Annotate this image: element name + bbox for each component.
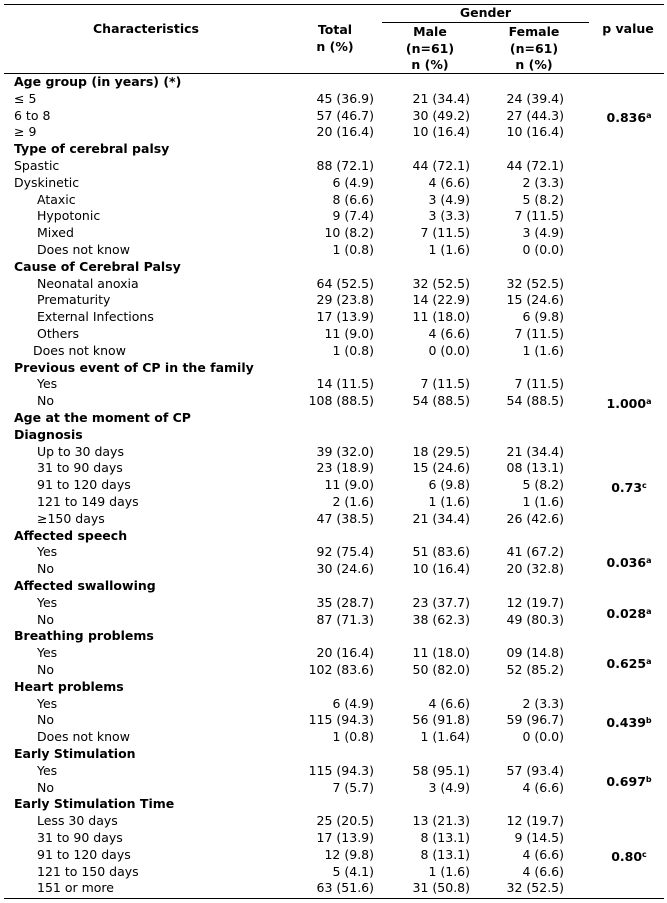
row-label: Does not know xyxy=(33,342,126,358)
male-cell: 10 (16.4) xyxy=(412,124,470,140)
male-cell: 8 (13.1) xyxy=(420,830,470,845)
female-cell: 7 (11.5) xyxy=(514,326,564,341)
female-cell: 10 (16.4) xyxy=(506,124,564,140)
table-row xyxy=(0,343,667,360)
female-cell: 41 (67.2) xyxy=(506,544,564,560)
pvalue-cell xyxy=(598,478,660,496)
female-cell: 57 (93.4) xyxy=(506,762,564,778)
female-cell: 09 (14.8) xyxy=(506,645,564,661)
male-cell: 4 (6.6) xyxy=(428,326,470,341)
male-cell: 3 (4.9) xyxy=(428,779,470,795)
female-cell: 1 (1.6) xyxy=(522,494,564,509)
total-cell: 2 (1.6) xyxy=(332,494,374,509)
male-cell: 8 (13.1) xyxy=(420,846,470,862)
row-label: No xyxy=(37,611,54,627)
row-label: Breathing problems xyxy=(14,628,154,644)
total-cell: 57 (46.7) xyxy=(316,107,374,123)
table-row xyxy=(0,494,667,511)
female-cell: 9 (14.5) xyxy=(514,830,564,845)
table-row xyxy=(0,208,667,225)
pvalue-number: 0.80 xyxy=(611,849,643,865)
total-cell: 92 (75.4) xyxy=(316,544,374,560)
header-total xyxy=(300,22,370,55)
table-row xyxy=(0,696,667,713)
female-cell: 15 (24.6) xyxy=(506,292,564,308)
row-label: Hypotonic xyxy=(37,208,101,224)
pvalue-cell xyxy=(598,108,660,126)
table-row xyxy=(0,158,667,175)
total-cell: 11 (9.0) xyxy=(324,477,374,493)
table-row xyxy=(0,460,667,477)
female-cell: 44 (72.1) xyxy=(506,158,564,173)
total-cell: 35 (28.7) xyxy=(316,594,374,610)
row-label: Heart problems xyxy=(14,678,124,694)
total-cell: 29 (23.8) xyxy=(316,292,374,308)
pvalue-number: 1.000 xyxy=(606,395,647,411)
row-label: ≥ 9 xyxy=(14,124,37,140)
row-label: No xyxy=(37,393,54,409)
female-cell: 59 (96.7) xyxy=(506,712,564,728)
table-row xyxy=(0,511,667,528)
row-label: Cause of Cerebral Palsy xyxy=(14,258,181,274)
table-row xyxy=(0,175,667,192)
total-cell: 6 (4.9) xyxy=(332,174,374,190)
male-cell: 6 (9.8) xyxy=(428,477,470,493)
male-cell: 50 (82.0) xyxy=(412,662,470,677)
total-cell: 6 (4.9) xyxy=(332,695,374,711)
row-label: Diagnosis xyxy=(14,426,83,442)
row-label: Yes xyxy=(37,544,58,560)
total-cell: 20 (16.4) xyxy=(316,645,374,661)
pvalue-number: 0.028 xyxy=(606,605,647,621)
total-cell: 10 (8.2) xyxy=(324,225,374,241)
male-cell: 44 (72.1) xyxy=(412,158,470,173)
header-female-line1: Female xyxy=(508,24,560,39)
female-cell: 6 (9.8) xyxy=(522,309,564,325)
total-cell: 115 (94.3) xyxy=(308,762,374,778)
row-label: Yes xyxy=(37,695,58,711)
section-header-row xyxy=(0,628,667,645)
table-row xyxy=(0,276,667,293)
header-male-line2: (n=61) xyxy=(405,40,455,56)
total-cell: 14 (11.5) xyxy=(316,376,374,392)
header-total-line2: n (%) xyxy=(316,38,354,54)
male-cell: 38 (62.3) xyxy=(412,611,470,627)
row-label: 6 to 8 xyxy=(14,107,51,123)
total-cell: 8 (6.6) xyxy=(332,191,374,207)
male-cell: 51 (83.6) xyxy=(412,544,470,560)
male-cell: 1 (1.64) xyxy=(420,729,470,745)
pvalue-cell xyxy=(598,654,660,672)
female-cell: 24 (39.4) xyxy=(506,90,564,106)
pvalue-number: 0.697 xyxy=(606,773,646,789)
row-label: Less 30 days xyxy=(37,813,118,829)
pvalue-number: 0.439 xyxy=(606,714,646,730)
row-label: No xyxy=(37,662,54,677)
pvalue-number: 0.625 xyxy=(606,656,647,672)
row-label: 121 to 149 days xyxy=(37,494,139,509)
pvalue-number: 0.836 xyxy=(606,110,647,126)
male-cell: 15 (24.6) xyxy=(412,460,470,476)
total-cell: 64 (52.5) xyxy=(316,275,374,291)
total-cell: 7 (5.7) xyxy=(332,779,374,795)
table-row xyxy=(0,376,667,393)
row-label: Up to 30 days xyxy=(37,443,124,459)
table-row xyxy=(0,595,667,612)
table-row xyxy=(0,763,667,780)
male-cell: 30 (49.2) xyxy=(412,107,470,123)
female-cell: 7 (11.5) xyxy=(514,208,564,224)
row-label: Previous event of CP in the family xyxy=(14,359,254,375)
total-cell: 102 (83.6) xyxy=(308,662,374,677)
total-cell: 1 (0.8) xyxy=(332,242,374,257)
table-row xyxy=(0,326,667,343)
total-cell: 108 (88.5) xyxy=(308,393,374,409)
total-cell: 23 (18.9) xyxy=(316,460,374,476)
female-cell: 1 (1.6) xyxy=(522,342,564,358)
section-header-row xyxy=(0,796,667,813)
male-cell: 18 (29.5) xyxy=(412,443,470,459)
table-row xyxy=(0,242,667,259)
row-label: ≤ 5 xyxy=(14,90,37,106)
female-cell: 4 (6.6) xyxy=(522,779,564,795)
male-cell: 3 (3.3) xyxy=(428,208,470,224)
header-female xyxy=(496,24,572,74)
pvalue-test-marker: b xyxy=(645,774,652,784)
row-label: Age at the moment of CP xyxy=(14,410,191,425)
female-cell: 0 (0.0) xyxy=(522,242,564,257)
row-label: 91 to 120 days xyxy=(37,846,131,862)
total-cell: 30 (24.6) xyxy=(316,561,374,577)
header-characteristics: Characteristics xyxy=(93,21,199,36)
header-female-line2: (n=61) xyxy=(509,40,559,56)
pvalue-test-marker: c xyxy=(642,480,647,490)
row-label: 31 to 90 days xyxy=(37,830,123,845)
row-label: No xyxy=(37,561,54,577)
table-row xyxy=(0,91,667,108)
female-cell: 0 (0.0) xyxy=(522,729,564,745)
male-cell: 10 (16.4) xyxy=(412,561,470,577)
female-cell: 2 (3.3) xyxy=(522,695,564,711)
total-cell: 63 (51.6) xyxy=(316,880,374,896)
row-label: Ataxic xyxy=(37,191,76,207)
row-label: Early Stimulation Time xyxy=(14,796,175,812)
female-cell: 20 (32.8) xyxy=(506,561,564,577)
row-label: Does not know xyxy=(37,729,130,745)
header-total-line1: Total xyxy=(317,22,353,37)
header-female-line3: n (%) xyxy=(515,57,553,72)
female-cell: 12 (19.7) xyxy=(506,813,564,829)
pvalue-test-marker: a xyxy=(646,556,652,566)
total-cell: 20 (16.4) xyxy=(316,124,374,140)
male-cell: 7 (11.5) xyxy=(420,376,470,392)
section-header-row xyxy=(0,528,667,545)
header-male-line1: Male xyxy=(413,24,447,39)
total-cell: 25 (20.5) xyxy=(316,813,374,829)
total-cell: 17 (13.9) xyxy=(316,309,374,325)
male-cell: 21 (34.4) xyxy=(412,90,470,106)
section-header-row xyxy=(0,746,667,763)
male-cell: 58 (95.1) xyxy=(412,762,470,778)
female-cell: 2 (3.3) xyxy=(522,174,564,190)
total-cell: 87 (71.3) xyxy=(316,611,374,627)
female-cell: 12 (19.7) xyxy=(506,594,564,610)
total-cell: 45 (36.9) xyxy=(316,90,374,106)
pvalue-cell xyxy=(598,713,660,731)
male-cell: 31 (50.8) xyxy=(412,880,470,896)
row-label: 31 to 90 days xyxy=(37,460,123,476)
row-label: 151 or more xyxy=(37,880,114,896)
section-header-row xyxy=(0,74,667,91)
row-label: External Infections xyxy=(37,309,154,325)
table-row xyxy=(0,813,667,830)
total-cell: 1 (0.8) xyxy=(332,729,374,745)
table-row xyxy=(0,780,667,797)
pvalue-number: 0.036 xyxy=(606,555,647,571)
male-cell: 0 (0.0) xyxy=(428,342,470,358)
row-label: Yes xyxy=(37,594,58,610)
row-label: Affected speech xyxy=(14,527,128,543)
row-label: Type of cerebral palsy xyxy=(14,141,170,157)
pvalue-test-marker: a xyxy=(646,396,652,406)
female-cell: 5 (8.2) xyxy=(522,477,564,493)
total-cell: 47 (38.5) xyxy=(316,510,374,526)
row-label: Prematurity xyxy=(37,292,111,308)
section-header-row xyxy=(0,410,667,427)
row-label: 91 to 120 days xyxy=(37,477,131,493)
pvalue-number: 0.73 xyxy=(611,479,643,495)
male-cell: 1 (1.6) xyxy=(428,494,470,509)
female-cell: 32 (52.5) xyxy=(506,275,564,291)
pvalue-cell xyxy=(598,847,660,865)
female-cell: 49 (80.3) xyxy=(506,611,564,627)
header-gender: Gender xyxy=(459,5,512,20)
total-cell: 17 (13.9) xyxy=(316,830,374,845)
row-label: Mixed xyxy=(37,225,74,241)
table-row xyxy=(0,477,667,494)
male-cell: 4 (6.6) xyxy=(428,695,470,711)
section-header-row xyxy=(0,427,667,444)
female-cell: 26 (42.6) xyxy=(506,510,564,526)
total-cell: 11 (9.0) xyxy=(324,326,374,341)
male-cell: 13 (21.3) xyxy=(412,813,470,829)
total-cell: 88 (72.1) xyxy=(316,158,374,173)
section-header-row xyxy=(0,259,667,276)
header-pvalue: p value xyxy=(602,21,654,36)
male-cell: 3 (4.9) xyxy=(428,191,470,207)
total-cell: 9 (7.4) xyxy=(332,208,374,224)
header-male xyxy=(392,24,468,74)
section-header-row xyxy=(0,141,667,158)
female-cell: 32 (52.5) xyxy=(506,880,564,896)
table-row xyxy=(0,612,667,629)
male-cell: 7 (11.5) xyxy=(420,225,470,241)
table-row xyxy=(0,830,667,847)
female-cell: 4 (6.6) xyxy=(522,846,564,862)
male-cell: 1 (1.6) xyxy=(428,242,470,257)
bottom-rule xyxy=(4,898,664,899)
male-cell: 21 (34.4) xyxy=(412,510,470,526)
male-cell: 56 (91.8) xyxy=(412,712,470,728)
pvalue-test-marker: a xyxy=(646,657,652,667)
table-row xyxy=(0,192,667,209)
pvalue-cell xyxy=(598,604,660,622)
table-row xyxy=(0,225,667,242)
table-row xyxy=(0,124,667,141)
female-cell: 3 (4.9) xyxy=(522,225,564,241)
header-male-line3: n (%) xyxy=(411,57,449,72)
table-row xyxy=(0,864,667,881)
table-row xyxy=(0,309,667,326)
section-header-row xyxy=(0,679,667,696)
male-cell: 11 (18.0) xyxy=(412,309,470,325)
female-cell: 27 (44.3) xyxy=(506,107,564,123)
table-row xyxy=(0,108,667,125)
female-cell: 08 (13.1) xyxy=(506,460,564,476)
row-label: Spastic xyxy=(14,158,60,173)
total-cell: 115 (94.3) xyxy=(308,712,374,728)
section-header-row xyxy=(0,360,667,377)
section-header-row xyxy=(0,578,667,595)
table-row xyxy=(0,880,667,897)
row-label: Yes xyxy=(37,762,58,778)
pvalue-cell xyxy=(598,394,660,412)
pvalue-test-marker: c xyxy=(642,850,647,860)
male-cell: 11 (18.0) xyxy=(412,645,470,661)
row-label: No xyxy=(37,779,54,795)
female-cell: 7 (11.5) xyxy=(514,376,564,392)
pvalue-test-marker: a xyxy=(646,606,652,616)
pvalue-cell xyxy=(598,553,660,571)
table-row xyxy=(0,645,667,662)
row-label: Does not know xyxy=(37,242,130,257)
table-row xyxy=(0,662,667,679)
table-row xyxy=(0,444,667,461)
female-cell: 21 (34.4) xyxy=(506,443,564,459)
male-cell: 14 (22.9) xyxy=(412,292,470,308)
table-row xyxy=(0,544,667,561)
row-label: Age group (in years) (*) xyxy=(14,74,182,89)
male-cell: 23 (37.7) xyxy=(412,594,470,610)
row-label: Affected swallowing xyxy=(14,578,156,593)
table-row xyxy=(0,847,667,864)
male-cell: 4 (6.6) xyxy=(428,174,470,190)
total-cell: 1 (0.8) xyxy=(332,342,374,358)
female-cell: 54 (88.5) xyxy=(506,393,564,409)
female-cell: 4 (6.6) xyxy=(522,863,564,879)
table-row xyxy=(0,729,667,746)
female-cell: 52 (85.2) xyxy=(506,662,564,677)
pvalue-test-marker: a xyxy=(646,111,652,121)
row-label: Neonatal anoxia xyxy=(37,275,139,291)
row-label: ≥150 days xyxy=(37,510,105,526)
row-label: Early Stimulation xyxy=(14,746,136,761)
female-cell: 5 (8.2) xyxy=(522,191,564,207)
male-cell: 54 (88.5) xyxy=(412,393,470,409)
table-row xyxy=(0,561,667,578)
row-label: 121 to 150 days xyxy=(37,863,139,879)
table-row xyxy=(0,393,667,410)
row-label: Dyskinetic xyxy=(14,174,80,190)
row-label: No xyxy=(37,712,54,728)
row-label: Yes xyxy=(37,376,58,392)
total-cell: 12 (9.8) xyxy=(324,846,374,862)
pvalue-test-marker: b xyxy=(645,715,652,725)
table-row xyxy=(0,712,667,729)
row-label: Yes xyxy=(37,645,58,661)
pvalue-cell xyxy=(598,772,660,790)
gender-rule xyxy=(382,22,589,23)
row-label: Others xyxy=(37,326,80,341)
male-cell: 1 (1.6) xyxy=(428,863,470,879)
total-cell: 39 (32.0) xyxy=(316,443,374,459)
table-row xyxy=(0,292,667,309)
male-cell: 32 (52.5) xyxy=(412,275,470,291)
total-cell: 5 (4.1) xyxy=(332,863,374,879)
